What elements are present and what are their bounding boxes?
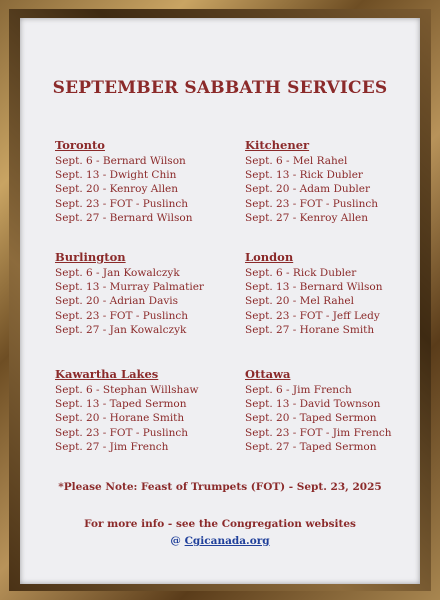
- service-entry: Sept. 27 - Jim French: [55, 440, 169, 453]
- service-entry: Sept. 23 - FOT - Puslinch: [55, 197, 189, 210]
- service-entry: Sept. 6 - Bernard Wilson: [55, 155, 186, 167]
- service-entry: Sept. 6 - Stephan Willshaw: [55, 384, 199, 396]
- service-entry: Sept. 13 - Taped Sermon: [55, 398, 187, 411]
- congregation-london: [245, 250, 420, 337]
- service-entry: Sept. 27 - Bernard Wilson: [55, 211, 193, 224]
- service-entry: Sept. 6 - Rick Dubler: [245, 267, 357, 279]
- service-entry: Sept. 13 - Rick Dubler: [245, 169, 363, 182]
- service-entry: Sept. 27 - Horane Smith: [245, 323, 375, 336]
- service-entry: Sept. 23 - FOT - Jeff Ledy: [245, 309, 380, 322]
- congregation-name: Toronto: [55, 138, 105, 152]
- more-info-text: For more info - see the Congregation websites: [84, 518, 356, 530]
- service-entry: Sept. 23 - FOT - Jim French: [245, 426, 392, 439]
- service-entry: Sept. 23 - FOT - Puslinch: [55, 309, 189, 322]
- congregation-name: Ottawa: [245, 367, 291, 381]
- service-entry: Sept. 13 - David Townson: [245, 398, 381, 411]
- congregation-burlington: [55, 250, 230, 337]
- congregation-ottawa: [245, 367, 420, 454]
- fot-note: *Please Note: Feast of Trumpets (FOT) - Sept. 23, 2025: [58, 481, 382, 493]
- congregation-toronto: [55, 138, 230, 225]
- service-entry: Sept. 23 - FOT - Puslinch: [245, 197, 379, 210]
- website-link[interactable]: Cgicanada.org: [184, 535, 270, 547]
- congregation-name: Kawartha Lakes: [55, 367, 159, 381]
- service-entry: Sept. 13 - Bernard Wilson: [245, 281, 383, 294]
- congregation-name: Kitchener: [245, 138, 310, 152]
- congregation-name: Burlington: [55, 250, 126, 264]
- service-entry: Sept. 6 - Mel Rahel: [245, 155, 348, 167]
- service-entry: Sept. 6 - Jan Kowalczyk: [55, 267, 180, 279]
- service-entry: Sept. 27 - Jan Kowalczyk: [55, 323, 187, 336]
- service-entry: Sept. 20 - Horane Smith: [55, 412, 185, 425]
- link-prefix: @: [170, 535, 185, 547]
- service-entry: Sept. 13 - Murray Palmatier: [55, 281, 204, 294]
- congregation-name: London: [245, 250, 294, 264]
- congregation-kawartha-lakes: [55, 367, 230, 454]
- service-entry: Sept. 27 - Taped Sermon: [245, 440, 377, 453]
- service-entry: Sept. 20 - Mel Rahel: [245, 295, 355, 308]
- service-entry: Sept. 20 - Taped Sermon: [245, 412, 377, 425]
- congregation-kitchener: [245, 138, 420, 225]
- service-entry: Sept. 27 - Kenroy Allen: [245, 211, 369, 224]
- service-entry: Sept. 20 - Kenroy Allen: [55, 183, 179, 196]
- service-entry: Sept. 20 - Adam Dubler: [245, 183, 370, 196]
- website-line: [20, 535, 420, 547]
- page-title: SEPTEMBER SABBATH SERVICES: [52, 78, 388, 98]
- service-entry: Sept. 23 - FOT - Puslinch: [55, 426, 189, 439]
- service-entry: Sept. 20 - Adrian Davis: [55, 295, 179, 308]
- service-entry: Sept. 13 - Dwight Chin: [55, 169, 177, 182]
- service-entry: Sept. 6 - Jim French: [245, 384, 352, 396]
- poster-sheet: [20, 18, 420, 584]
